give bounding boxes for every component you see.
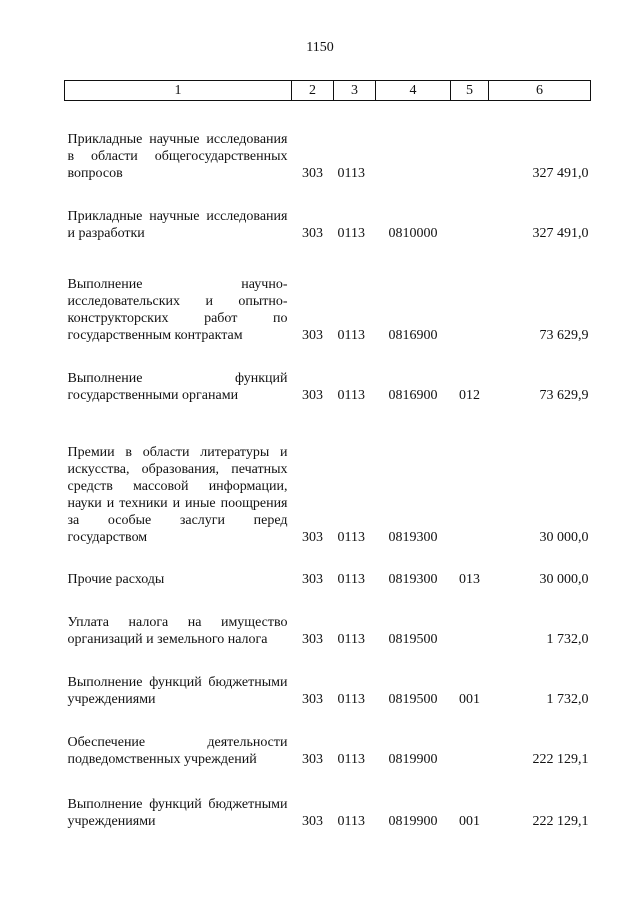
row-vr: 001 — [459, 691, 480, 707]
table-row — [65, 648, 591, 708]
row-name: Выполнение функций бюджетными учреждениями — [67, 796, 288, 829]
page-number: 1150 — [306, 40, 334, 55]
row-ved: 303 — [302, 529, 323, 545]
table-header-row — [65, 81, 591, 101]
row-name: Выполнение функций государственными органами — [67, 370, 288, 403]
table-row — [65, 546, 591, 588]
table-row — [65, 768, 591, 830]
row-ved: 303 — [302, 225, 323, 241]
row-csr: 0819300 — [388, 529, 438, 545]
row-csr: 0810000 — [388, 225, 438, 241]
row-ved: 303 — [302, 571, 323, 587]
row-ved: 303 — [302, 631, 323, 647]
row-csr: 0819300 — [388, 571, 438, 587]
row-sum: 1 732,0 — [546, 631, 589, 647]
header-col-1: 1 — [65, 81, 292, 101]
row-name: Выполнение функций бюджетными учреждениями — [67, 674, 288, 707]
table-row — [65, 242, 591, 344]
table-row — [65, 101, 591, 182]
row-sum: 30 000,0 — [539, 571, 589, 587]
row-vr — [451, 588, 489, 648]
row-razdel: 0113 — [337, 327, 365, 343]
row-csr: 0819900 — [388, 813, 438, 829]
row-razdel: 0113 — [337, 225, 365, 241]
row-name: Выполнение научно-исследовательских и опытно-конструкторских работ по государственным контрактам — [67, 276, 288, 343]
row-ved: 303 — [302, 751, 323, 767]
row-name: Уплата налога на имущество организаций и земельного налога — [67, 614, 288, 647]
row-sum: 327 491,0 — [532, 225, 589, 241]
header-col-3: 3 — [334, 81, 376, 101]
row-sum: 73 629,9 — [539, 327, 589, 343]
row-csr — [376, 101, 451, 182]
row-vr — [451, 242, 489, 344]
row-csr: 0816900 — [388, 387, 438, 403]
row-sum: 73 629,9 — [539, 387, 589, 403]
row-name: Прикладные научные исследования и разработки — [67, 208, 288, 241]
budget-table — [64, 80, 591, 830]
row-name: Прочие расходы — [67, 571, 165, 587]
table-row — [65, 344, 591, 404]
row-name: Премии в области литературы и искусства, образования, печатных средств массовой информации, науки и техники и иные поощрения за особые заслуги перед государством — [67, 444, 288, 545]
row-csr: 0816900 — [388, 327, 438, 343]
table-row — [65, 708, 591, 768]
row-ved: 303 — [302, 387, 323, 403]
row-csr: 0819900 — [388, 751, 438, 767]
row-ved: 303 — [302, 813, 323, 829]
row-vr: 013 — [459, 571, 480, 587]
header-col-5: 5 — [451, 81, 489, 101]
row-ved: 303 — [302, 165, 323, 181]
row-csr: 0819500 — [388, 691, 438, 707]
row-sum: 222 129,1 — [532, 813, 589, 829]
row-razdel: 0113 — [337, 751, 365, 767]
row-razdel: 0113 — [337, 387, 365, 403]
table-row — [65, 182, 591, 242]
row-name: Обеспечение деятельности подведомственных учреждений — [67, 734, 288, 767]
row-razdel: 0113 — [337, 529, 365, 545]
row-razdel: 0113 — [337, 165, 365, 181]
row-ved: 303 — [302, 327, 323, 343]
row-csr: 0819500 — [388, 631, 438, 647]
row-name: Прикладные научные исследования в области общегосударственных вопросов — [67, 131, 288, 181]
table-row — [65, 404, 591, 546]
row-vr: 001 — [459, 813, 480, 829]
row-vr — [451, 101, 489, 182]
table-row — [65, 588, 591, 648]
row-sum: 222 129,1 — [532, 751, 589, 767]
row-razdel: 0113 — [337, 571, 365, 587]
row-razdel: 0113 — [337, 631, 365, 647]
row-razdel: 0113 — [337, 691, 365, 707]
row-sum: 327 491,0 — [532, 165, 589, 181]
header-col-2: 2 — [292, 81, 334, 101]
row-ved: 303 — [302, 691, 323, 707]
header-col-4: 4 — [376, 81, 451, 101]
row-vr — [451, 182, 489, 242]
row-vr — [451, 708, 489, 768]
row-vr: 012 — [459, 387, 480, 403]
row-sum: 30 000,0 — [539, 529, 589, 545]
row-razdel: 0113 — [337, 813, 365, 829]
row-sum: 1 732,0 — [546, 691, 589, 707]
row-vr — [451, 404, 489, 546]
header-col-6: 6 — [489, 81, 591, 101]
